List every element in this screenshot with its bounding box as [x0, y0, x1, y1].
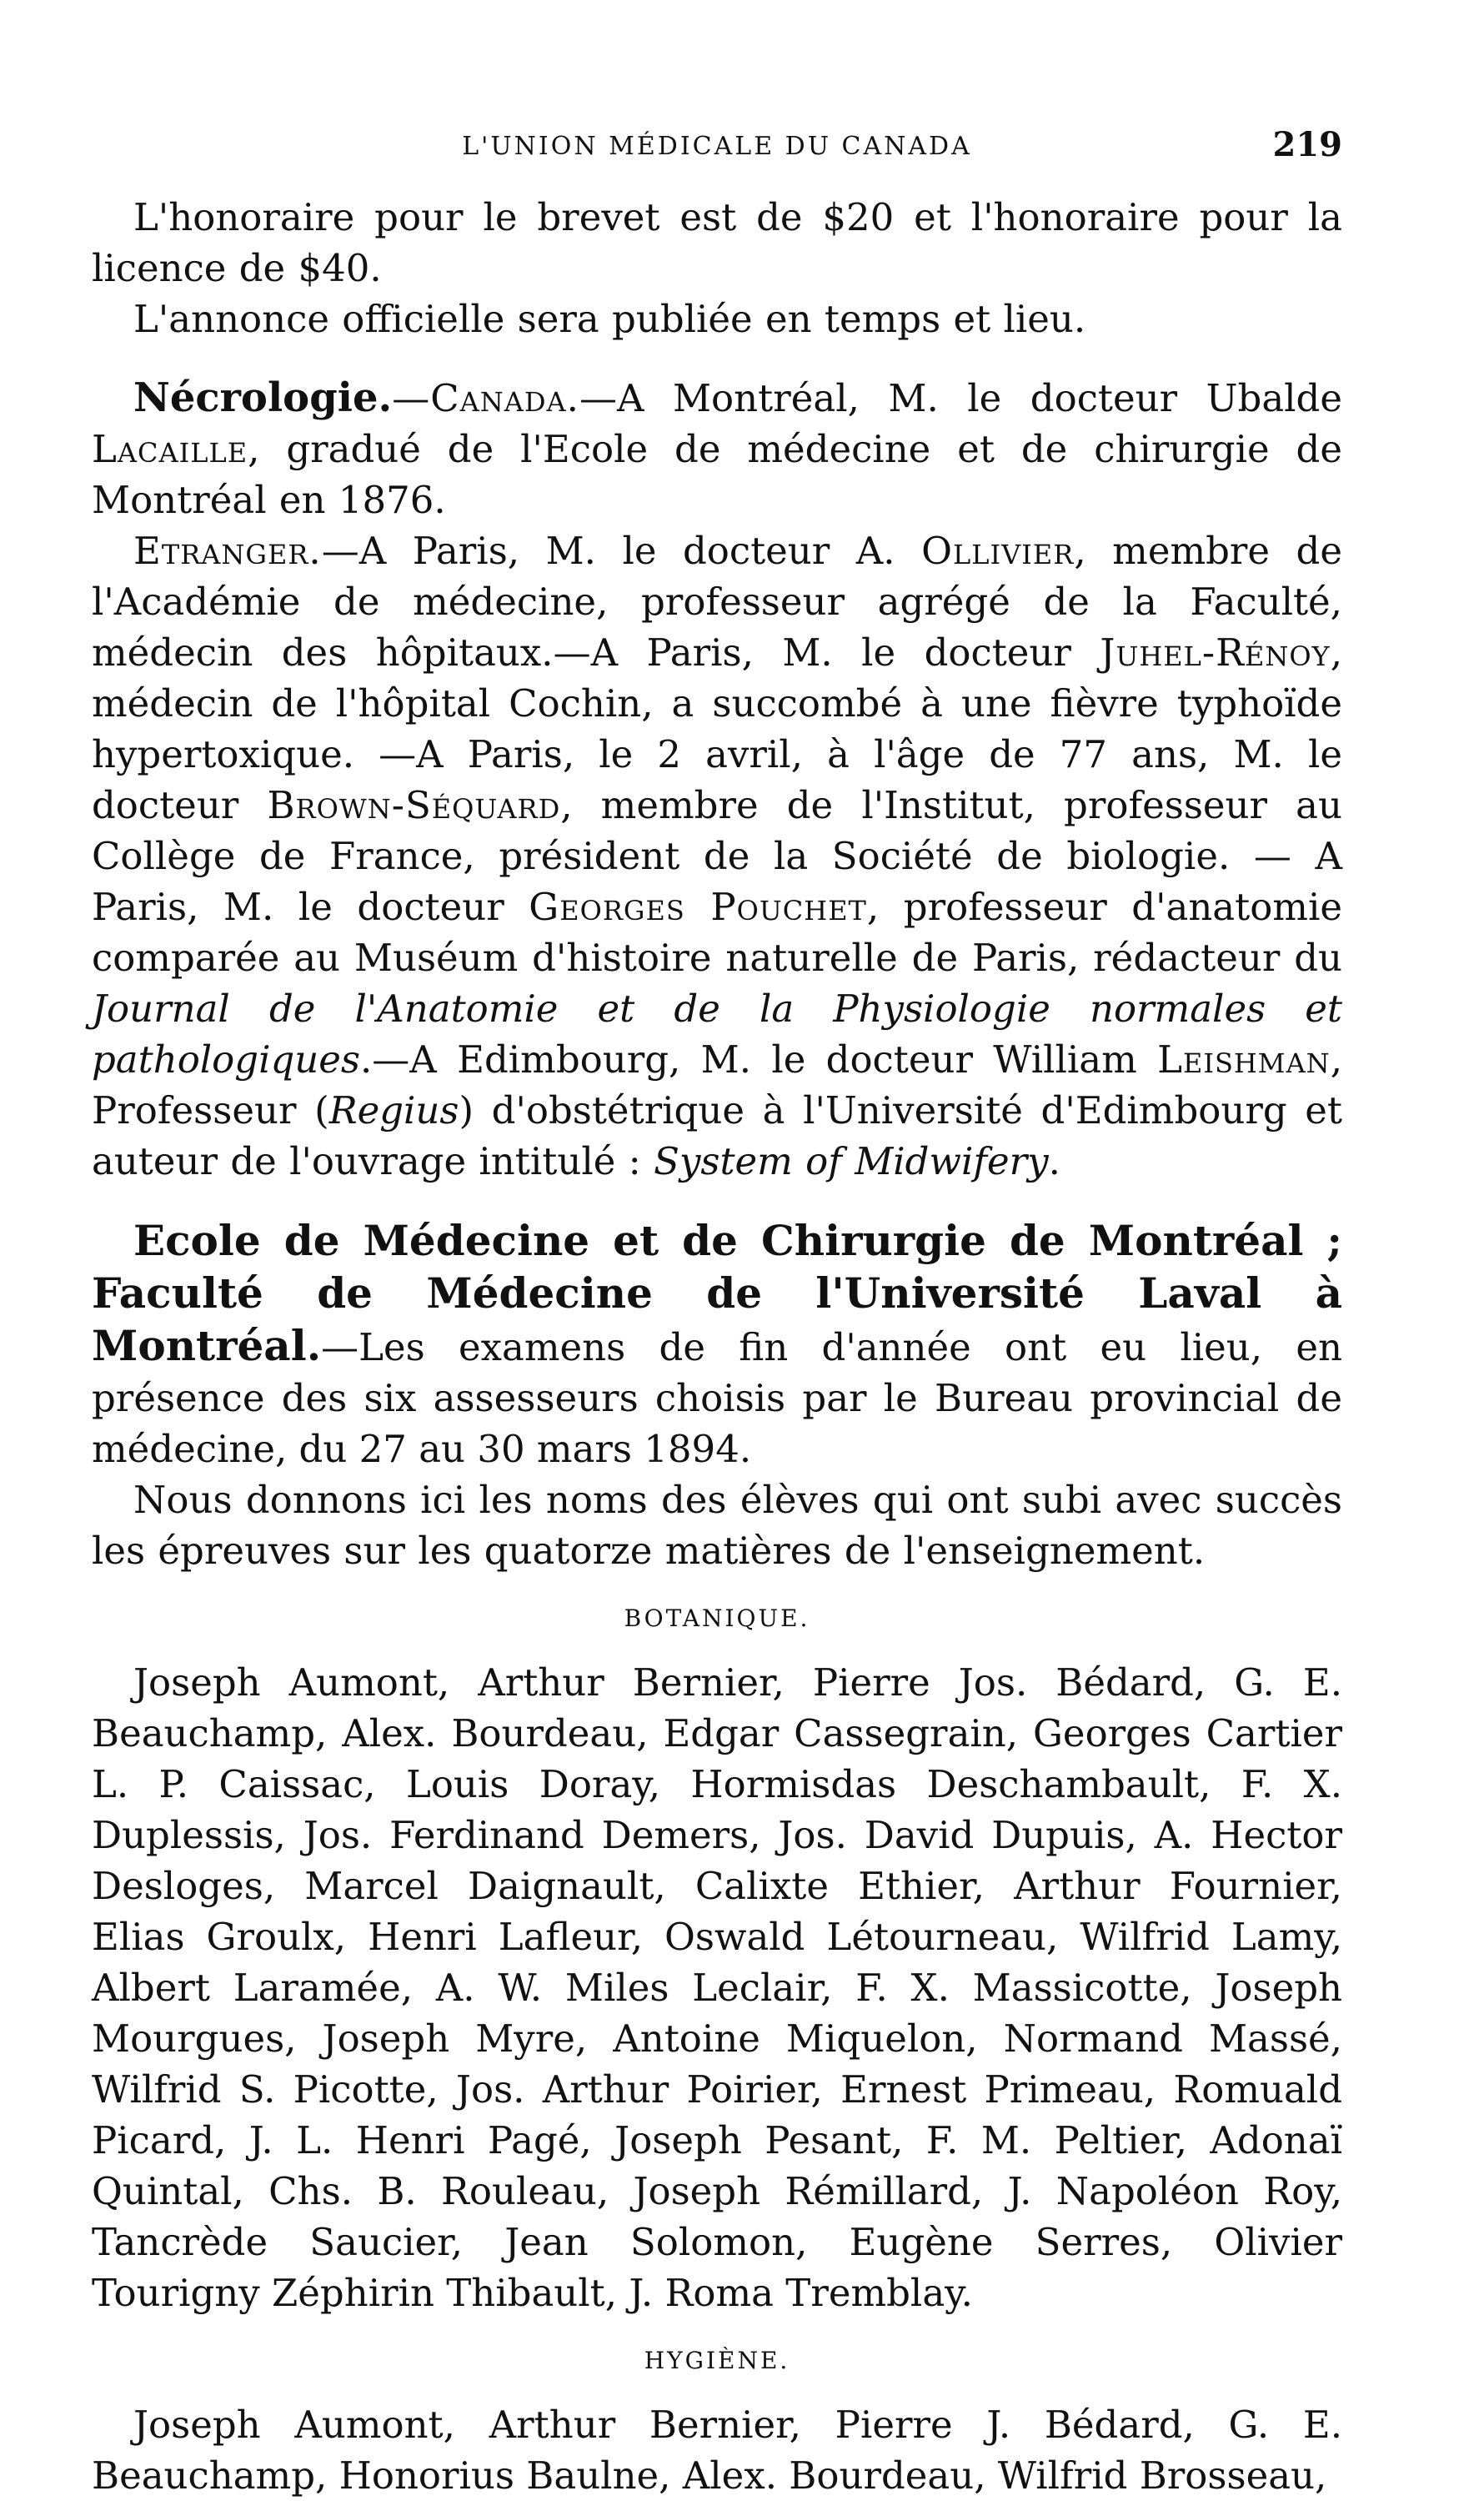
book-title: System of Midwifery	[654, 1139, 1049, 1183]
regius-label: Regius	[328, 1088, 459, 1132]
necrologie-etranger-paragraph: Etranger.—A Paris, M. le docteur A. Ollivier, membre de l'Académie de médecine, professeur agrégé de la Faculté, médecin des hôpitaux.—A Paris, M. le docteur Juhel-Rénoy, médecin de l'hôpital Cochin, a succombé à une fièvre typhoïde hypertoxique. —A Paris, le 2 avril, à l'âge de 77 ans, M. le docteur Brown-Séquard, membre de l'Institut, professeur au Collège de France, président de la Société de biologie. — A Paris, M. le docteur Georges Pouchet, professeur d'anatomie comparée au Muséum d'histoire naturelle de Paris, rédacteur du Journal de l'Anatomie et de la Physiologie normales et pathologiques.—A Edimbourg, M. le docteur William Leishman, Professeur (Regius) d'obstétrique à l'Université d'Edimbourg et auteur de l'ouvrage intitulé : System of Midwifery.	[92, 529, 1343, 1183]
ecole-paragraph-2: Nous donnons ici les noms des élèves qui ont subi avec succès les épreuves sur les quatorze matières de l'enseignement.	[92, 1478, 1342, 1573]
person-name: Georges Pouchet	[529, 885, 867, 929]
page	[92, 125, 1342, 2501]
necrologie-title: Nécrologie.	[133, 374, 393, 421]
botanique-heading: BOTANIQUE.	[624, 1605, 810, 1632]
person-name: Ollivier	[921, 529, 1075, 573]
canada-label: —Canada.	[392, 376, 579, 420]
person-name: Lacaille	[92, 427, 248, 471]
journal-title: Journal de l'Anatomie et de la Physiologie normales et pathologiques	[92, 987, 1342, 1082]
page-number: 219	[1272, 125, 1342, 164]
hygiene-heading: HYGIÈNE.	[644, 2347, 790, 2374]
etranger-label: Etranger.	[133, 529, 322, 573]
person-name: Juhel-Rénoy	[1100, 630, 1331, 675]
necrologie-canada-paragraph: Nécrologie.—Canada.—A Montréal, M. le docteur Ubalde Lacaille, gradué de l'Ecole de médecine et de chirurgie de Montréal en 1876.	[92, 374, 1342, 522]
person-name: Leishman	[1157, 1037, 1331, 1082]
ecole-paragraph: Ecole de Médecine et de Chirurgie de Montréal ; Faculté de Médecine de l'Université Laval à Montréal.—Les examens de fin d'année ont eu lieu, en présence des six assesseurs choisis par le Bureau provincial de médecine, du 27 au 30 mars 1894.	[92, 1216, 1342, 1471]
botanique-names: Joseph Aumont, Arthur Bernier, Pierre Jos. Bédard, G. E. Beauchamp, Alex. Bourdeau, Edgar Cassegrain, Georges Cartier L. P. Caissac, Louis Doray, Hormisdas Deschambault, F. X. Duplessis, Jos. Ferdinand Demers, Jos. David Dupuis, A. Hector Desloges, Marcel Daignault, Calixte Ethier, Arthur Fournier, Elias Groulx, Henri Lafleur, Oswald Létourneau, Wilfrid Lamy, Albert Laramée, A. W. Miles Leclair, F. X. Massicotte, Joseph Mourgues, Joseph Myre, Antoine Miquelon, Normand Massé, Wilfrid S. Picotte, Jos. Arthur Poirier, Ernest Primeau, Romuald Picard, J. L. Henri Pagé, Joseph Pesant, F. M. Peltier, Adonaï Quintal, Chs. B. Rouleau, Joseph Rémillard, J. Napoléon Roy, Tancrède Saucier, Jean Solomon, Eugène Serres, Olivier Tourigny Zéphirin Thibault, J. Roma Tremblay.	[92, 1660, 1342, 2315]
hygiene-names: Joseph Aumont, Arthur Bernier, Pierre J. Bédard, G. E. Beauchamp, Honorius Baulne, Alex. Bourdeau, Wilfrid Brosseau,	[92, 2403, 1342, 2498]
annonce-paragraph: L'annonce officielle sera publiée en temps et lieu.	[133, 297, 1086, 341]
person-name: Brown-Séquard	[267, 783, 561, 827]
page-header	[92, 125, 1342, 175]
honoraire-paragraph: L'honoraire pour le brevet est de $20 et l'honoraire pour la licence de $40.	[92, 195, 1342, 290]
ecole-heading: Ecole de Médecine et de Chirurgie de Montréal ; Faculté de Médecine de l'Université Laval à Montréal.	[92, 1216, 1342, 1370]
running-head: L'UNION MÉDICALE DU CANADA	[462, 132, 972, 161]
